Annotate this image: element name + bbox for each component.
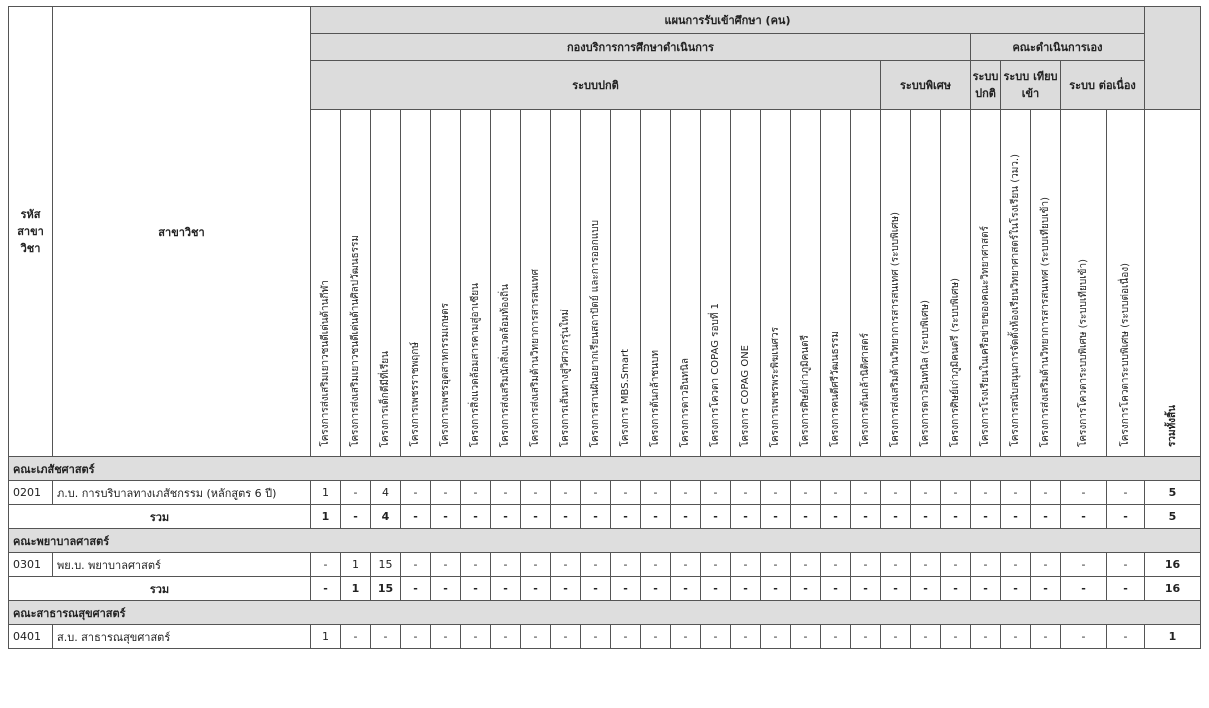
sum-cell: - — [911, 577, 941, 601]
table-cell: - — [461, 481, 491, 505]
table-cell: - — [311, 553, 341, 577]
sub-special: ระบบพิเศษ — [881, 61, 971, 110]
table-cell: - — [731, 553, 761, 577]
sum-cell: - — [431, 577, 461, 601]
major-code: 0201 — [9, 481, 53, 505]
table-cell: - — [581, 625, 611, 649]
table-cell: - — [521, 553, 551, 577]
admission-plan-table — [8, 6, 1201, 649]
faculty-name: คณะเภสัชศาสตร์ — [9, 457, 1201, 481]
column-header: โครงการต้นกล้านิติศาสตร์ — [851, 110, 881, 457]
sum-cell: - — [701, 505, 731, 529]
sum-cell: 1 — [311, 505, 341, 529]
sum-cell: - — [1107, 505, 1145, 529]
sum-cell: - — [401, 577, 431, 601]
table-row — [9, 553, 1201, 577]
table-cell: - — [431, 625, 461, 649]
table-cell: - — [1001, 625, 1031, 649]
sum-cell: - — [851, 577, 881, 601]
sum-cell: 4 — [371, 505, 401, 529]
column-header: โครงการโควตาระบบพิเศษ (ระบบเทียบเข้า) — [1061, 110, 1107, 457]
table-row — [9, 481, 1201, 505]
sum-cell: - — [551, 505, 581, 529]
total-header-blank — [1145, 7, 1201, 110]
table-cell: - — [821, 553, 851, 577]
column-header: โครงการ MBS.Smart — [611, 110, 641, 457]
sum-label: รวม — [9, 505, 311, 529]
table-cell: - — [851, 553, 881, 577]
table-cell: 1 — [341, 553, 371, 577]
faculty-name: คณะสาธารณสุขศาสตร์ — [9, 601, 1201, 625]
sum-cell: - — [641, 577, 671, 601]
table-cell: 1 — [311, 481, 341, 505]
faculty-row — [9, 457, 1201, 481]
sub-fac-continue: ระบบ ต่อเนื่อง — [1061, 61, 1145, 110]
table-cell: - — [701, 481, 731, 505]
table-cell: - — [791, 625, 821, 649]
column-header: โครงการเพชรพระพิฆเนศวร — [761, 110, 791, 457]
table-cell: - — [821, 625, 851, 649]
sum-cell: - — [581, 505, 611, 529]
column-header: โครงการ COPAG ONE — [731, 110, 761, 457]
table-cell: - — [731, 625, 761, 649]
column-header: โครงการสานฝันอยากเรียนสถาปัตย์ และการออกแบบ — [581, 110, 611, 457]
table-cell: - — [971, 481, 1001, 505]
table-cell: - — [461, 553, 491, 577]
sum-cell: - — [1031, 577, 1061, 601]
sum-cell: - — [1001, 505, 1031, 529]
column-header: โครงการสิ่งแวดล้อมสารคามสู่อาเซียน — [461, 110, 491, 457]
column-header: โครงการเส้นทางสู่วิศวกรรุ่นใหม่ — [551, 110, 581, 457]
table-cell: - — [1061, 625, 1107, 649]
table-cell: - — [881, 553, 911, 577]
table-cell: - — [371, 625, 401, 649]
sum-cell: - — [1107, 577, 1145, 601]
column-header: โครงการต้นกล้าชนบท — [641, 110, 671, 457]
table-cell: - — [1107, 481, 1145, 505]
sum-cell: - — [881, 505, 911, 529]
sum-cell: - — [911, 505, 941, 529]
group-faculty: คณะดำเนินการเอง — [971, 34, 1145, 61]
sum-cell: - — [311, 577, 341, 601]
table-cell: - — [1061, 481, 1107, 505]
column-header: โครงการส่งเสริมด้านวิทยาการสารสนเทศ (ระบบเทียบเข้า) — [1031, 110, 1061, 457]
table-cell: - — [911, 625, 941, 649]
table-cell: - — [581, 481, 611, 505]
column-header: โครงการส่งเสริมเยาวชนดีเด่นด้านศิลปวัฒนธรรม — [341, 110, 371, 457]
major-name: พย.บ. พยาบาลศาสตร์ — [53, 553, 311, 577]
sum-cell: - — [1031, 505, 1061, 529]
table-cell: - — [701, 553, 731, 577]
sum-cell: - — [1061, 505, 1107, 529]
table-cell: - — [761, 481, 791, 505]
sum-cell: - — [731, 505, 761, 529]
sum-cell: - — [491, 505, 521, 529]
column-header: โครงการสนับสนุนการจัดตั้งห้องเรียนวิทยาศาสตร์ในโรงเรียน (วมว.) — [1001, 110, 1031, 457]
table-cell: - — [491, 481, 521, 505]
sum-cell: - — [1061, 577, 1107, 601]
sum-cell: - — [701, 577, 731, 601]
sum-cell: - — [611, 505, 641, 529]
column-header: โครงการโควตา COPAG รอบที่ 1 — [701, 110, 731, 457]
sum-cell: - — [641, 505, 671, 529]
sum-cell: - — [941, 505, 971, 529]
table-cell: 1 — [1145, 625, 1201, 649]
sum-cell: - — [581, 577, 611, 601]
table-cell: - — [401, 553, 431, 577]
table-cell: 15 — [371, 553, 401, 577]
sum-cell: - — [551, 577, 581, 601]
table-cell: - — [851, 481, 881, 505]
column-header: โครงการศิษย์เก่าภูมิคนตรี — [791, 110, 821, 457]
table-cell: - — [401, 625, 431, 649]
sub-fac-normal: ระบบ ปกติ — [971, 61, 1001, 110]
table-cell: 1 — [311, 625, 341, 649]
table-cell: 4 — [371, 481, 401, 505]
faculty-name: คณะพยาบาลศาสตร์ — [9, 529, 1201, 553]
column-header: โครงการโรงเรียนในเครือข่ายของคณะวิทยาศาสตร์ — [971, 110, 1001, 457]
table-cell: - — [851, 625, 881, 649]
table-cell: - — [881, 481, 911, 505]
table-row — [9, 625, 1201, 649]
column-header: รวมทั้งสิ้น — [1145, 110, 1201, 457]
sum-cell: - — [851, 505, 881, 529]
column-header: โครงการเพชรราชพฤกษ์ — [401, 110, 431, 457]
table-cell: - — [881, 625, 911, 649]
table-cell: - — [1107, 625, 1145, 649]
sum-cell: - — [761, 577, 791, 601]
table-cell: - — [1031, 625, 1061, 649]
sum-cell: - — [971, 505, 1001, 529]
sum-cell: - — [521, 577, 551, 601]
table-cell: - — [1107, 553, 1145, 577]
sum-cell: - — [941, 577, 971, 601]
sum-cell: - — [881, 577, 911, 601]
table-cell: - — [731, 481, 761, 505]
faculty-row — [9, 529, 1201, 553]
sum-cell: - — [611, 577, 641, 601]
table-cell: - — [401, 481, 431, 505]
table-cell: - — [911, 481, 941, 505]
table-cell: - — [761, 553, 791, 577]
sub-fac-transfer: ระบบ เทียบเข้า — [1001, 61, 1061, 110]
column-header: โครงการส่งเสริมด้านวิทยาการสารสนเทศ (ระบบพิเศษ) — [881, 110, 911, 457]
major-code: 0301 — [9, 553, 53, 577]
table-cell: - — [521, 625, 551, 649]
table-cell: - — [581, 553, 611, 577]
table-cell: - — [611, 481, 641, 505]
sum-row — [9, 577, 1201, 601]
sum-cell: 1 — [341, 577, 371, 601]
table-cell: - — [671, 481, 701, 505]
table-cell: - — [611, 553, 641, 577]
table-cell: - — [641, 553, 671, 577]
table-cell: 16 — [1145, 553, 1201, 577]
table-cell: - — [1001, 481, 1031, 505]
table-cell: - — [1031, 553, 1061, 577]
sum-cell: 5 — [1145, 505, 1201, 529]
sum-cell: - — [1001, 577, 1031, 601]
table-cell: - — [491, 625, 521, 649]
sum-cell: 15 — [371, 577, 401, 601]
sum-cell: - — [671, 505, 701, 529]
table-cell: - — [551, 625, 581, 649]
table-cell: - — [461, 625, 491, 649]
plan-title: แผนการรับเข้าศึกษา (คน) — [311, 7, 1145, 34]
column-header: โครงการเพชรอุตสาหกรรมเกษตร — [431, 110, 461, 457]
table-cell: - — [941, 481, 971, 505]
sum-cell: - — [791, 577, 821, 601]
faculty-row — [9, 601, 1201, 625]
sum-cell: - — [821, 577, 851, 601]
group-central: กองบริการการศึกษาดำเนินการ — [311, 34, 971, 61]
table-cell: - — [1001, 553, 1031, 577]
table-cell: - — [941, 625, 971, 649]
sub-normal: ระบบปกติ — [311, 61, 881, 110]
column-header: โครงการศิษย์เก่าภูมิคนตรี (ระบบพิเศษ) — [941, 110, 971, 457]
sum-cell: - — [341, 505, 371, 529]
table-cell: - — [1031, 481, 1061, 505]
column-header: โครงการส่งเสริมนักสิ่งแวดล้อมท้องถิ่น — [491, 110, 521, 457]
table-cell: - — [821, 481, 851, 505]
sum-cell: - — [671, 577, 701, 601]
table-cell: - — [551, 481, 581, 505]
table-cell: - — [641, 481, 671, 505]
sum-cell: - — [521, 505, 551, 529]
table-cell: - — [761, 625, 791, 649]
sum-cell: - — [461, 505, 491, 529]
table-cell: 5 — [1145, 481, 1201, 505]
major-name: ภ.บ. การบริบาลทางเภสัชกรรม (หลักสูตร 6 ปี) — [53, 481, 311, 505]
sum-cell: - — [461, 577, 491, 601]
column-header: โครงการดาวอินทนิล (ระบบพิเศษ) — [911, 110, 941, 457]
table-cell: - — [521, 481, 551, 505]
sum-cell: - — [971, 577, 1001, 601]
table-cell: - — [431, 553, 461, 577]
table-cell: - — [791, 481, 821, 505]
sum-cell: - — [491, 577, 521, 601]
table-cell: - — [431, 481, 461, 505]
column-header: โครงการส่งเสริมเยาวชนดีเด่นด้านกีฬา — [311, 110, 341, 457]
table-cell: - — [971, 625, 1001, 649]
sum-cell: - — [431, 505, 461, 529]
table-cell: - — [911, 553, 941, 577]
sum-cell: 16 — [1145, 577, 1201, 601]
sum-label: รวม — [9, 577, 311, 601]
column-header: โครงการส่งเสริมด้านวิทยาการสารสนเทศ — [521, 110, 551, 457]
table-cell: - — [551, 553, 581, 577]
table-cell: - — [941, 553, 971, 577]
sum-cell: - — [791, 505, 821, 529]
table-cell: - — [791, 553, 821, 577]
column-header: โครงการคนดีศรีวัฒนธรรม — [821, 110, 851, 457]
table-cell: - — [1061, 553, 1107, 577]
table-cell: - — [641, 625, 671, 649]
table-cell: - — [701, 625, 731, 649]
column-header: โครงการเด็กดีมีที่เรียน — [371, 110, 401, 457]
column-header: โครงการดาวอินทนิล — [671, 110, 701, 457]
table-cell: - — [671, 553, 701, 577]
table-cell: - — [971, 553, 1001, 577]
major-header: สาขาวิชา — [53, 7, 311, 457]
sum-cell: - — [731, 577, 761, 601]
sum-cell: - — [821, 505, 851, 529]
table-cell: - — [341, 625, 371, 649]
column-header: โครงการโควตาระบบพิเศษ (ระบบต่อเนื่อง) — [1107, 110, 1145, 457]
sum-row — [9, 505, 1201, 529]
table-cell: - — [611, 625, 641, 649]
table-cell: - — [491, 553, 521, 577]
major-code: 0401 — [9, 625, 53, 649]
code-header: รหัส สาขา วิชา — [9, 7, 53, 457]
sum-cell: - — [401, 505, 431, 529]
table-cell: - — [671, 625, 701, 649]
table-cell: - — [341, 481, 371, 505]
major-name: ส.บ. สาธารณสุขศาสตร์ — [53, 625, 311, 649]
sum-cell: - — [761, 505, 791, 529]
